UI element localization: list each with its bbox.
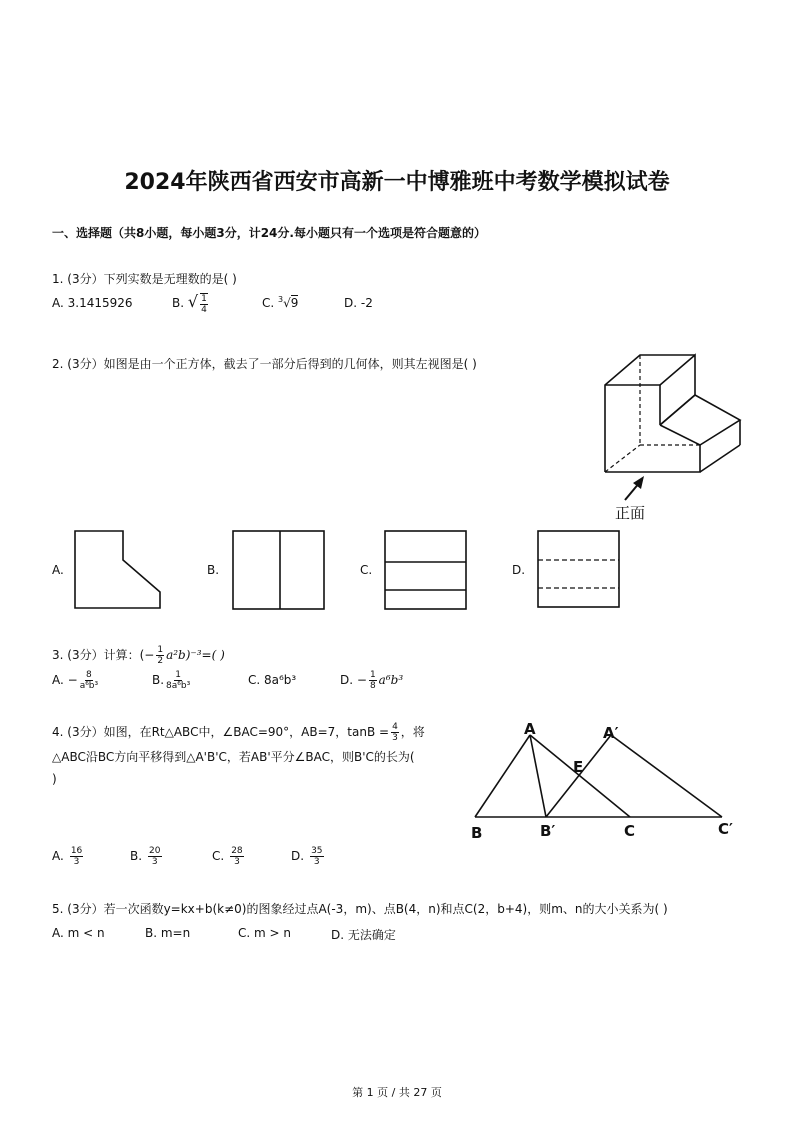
q5-option-a: A. m < n [52, 926, 105, 940]
q1-option-d: D. -2 [344, 296, 373, 310]
fraction-numerator: 1 [369, 670, 376, 680]
q5-option-d: D. 无法确定 [331, 928, 396, 942]
fraction-numerator: 1 [157, 645, 164, 655]
question-3-stem [52, 645, 225, 666]
fraction-denominator: 3 [73, 857, 80, 867]
front-view-label: 正面 [615, 504, 646, 522]
page-footer: 第 1 页 / 共 27 页 [352, 1086, 442, 1099]
q3-option-b-fraction [166, 670, 190, 691]
question-1-stem: 1. (3分）下列实数是无理数的是( ) [52, 272, 237, 286]
q1-option-b-fraction [200, 293, 208, 315]
q3-stem-tail: a²b)⁻³=( ) [166, 648, 225, 662]
fraction-denominator: 8a⁶b³ [166, 681, 191, 691]
q2-option-c-figure [384, 530, 468, 610]
fraction-numerator: 4 [392, 722, 398, 732]
radical-sign: √ [187, 292, 199, 311]
fraction-denominator: 8 [369, 681, 376, 691]
q2-option-c-label: C. [360, 563, 373, 577]
q4-option-c-fraction [230, 846, 243, 867]
q1-option-a: A. 3.1415926 [52, 296, 133, 310]
q3-option-d-tail: a⁶b³ [378, 673, 404, 687]
q2-option-b-label: B. [207, 563, 220, 577]
fraction-denominator: 2 [157, 656, 164, 666]
question-4-line-2: △ABC沿BC方向平移得到△A'B'C，若AB'平分∠BAC，则B'C的长为( [52, 750, 415, 764]
vertex-label-c-prime: C′ [718, 820, 733, 838]
q4-option-c [212, 846, 246, 867]
q4-option-a [52, 846, 85, 867]
q1-option-c-label: C. [262, 296, 275, 310]
q1-option-b-label: B. [172, 296, 185, 310]
vertex-label-b-prime: B′ [540, 822, 556, 840]
question-4-line-3: ) [52, 772, 57, 786]
question-2-stem: 2. (3分）如图是由一个正方体，截去了一部分后得到的几何体，则其左视图是( ) [52, 357, 477, 371]
q4-option-d-fraction [310, 846, 323, 867]
q3-option-d-fraction [369, 670, 377, 691]
q4-option-d-label: D. [291, 849, 305, 863]
q4-option-d [291, 846, 326, 867]
q4-line-1-text: 4. (3分）如图，在Rt△ABC中，∠BAC=90°，AB=7，tanB = [52, 725, 390, 739]
q3-stem-prefix: 3. (3分）计算：(− [52, 648, 155, 662]
fraction-numerator: 28 [231, 846, 243, 856]
fraction-numerator: 20 [149, 846, 161, 856]
q4-tan-fraction [391, 722, 399, 743]
q2-option-d-label: D. [512, 563, 526, 577]
q2-solid-figure [600, 350, 750, 525]
fraction-denominator: a⁶b³ [79, 681, 99, 691]
root-index: 3 [278, 295, 284, 304]
fraction-numerator: 1 [201, 293, 207, 304]
q4-option-a-fraction [70, 846, 83, 867]
point-label-e: E [573, 758, 584, 776]
fraction-denominator: 3 [151, 857, 158, 867]
fraction-denominator: 3 [313, 857, 320, 867]
q4-triangle-figure [470, 720, 750, 845]
vertex-label-b: B [471, 824, 483, 842]
fraction-denominator: 4 [201, 304, 207, 315]
q3-option-d-label: D. − [340, 673, 367, 687]
question-5-stem: 5. (3分）若一次函数y=kx+b(k≠0)的图象经过点A(-3，m)、点B(4，n)和点C(2，b+4)，则m、n的大小关系为( ) [52, 902, 668, 916]
q1-option-b [172, 292, 210, 315]
q3-option-d [340, 670, 403, 691]
radical-sign: √ [283, 296, 291, 310]
q4-line-1-end: ，将 [400, 725, 425, 739]
q2-option-d-figure [537, 530, 621, 610]
section-heading: 一、选择题（共8小题，每小题3分，计24分.每小题只有一个选项是符合题意的） [52, 226, 486, 240]
q3-option-a-fraction [80, 670, 98, 691]
page-title: 2024年陕西省西安市高新一中博雅班中考数学模拟试卷 [124, 170, 670, 195]
fraction-numerator: 35 [311, 846, 323, 856]
fraction-denominator: 3 [392, 733, 398, 743]
q4-option-a-label: A. [52, 849, 64, 863]
q3-option-a [52, 670, 100, 691]
q3-option-b-label: B. [152, 673, 165, 687]
vertex-label-a-prime: A′ [603, 724, 619, 742]
q3-option-b [152, 670, 192, 691]
q4-option-b [130, 846, 164, 867]
fraction-numerator: 8 [86, 670, 92, 680]
q3-stem-fraction [156, 645, 164, 666]
q2-option-a-figure [74, 530, 164, 610]
q4-option-b-label: B. [130, 849, 143, 863]
radicand: 9 [290, 296, 299, 310]
fraction-numerator: 16 [70, 846, 83, 856]
q2-option-b-figure [232, 530, 326, 610]
q3-option-a-label: A. − [52, 673, 78, 687]
fraction-numerator: 1 [175, 670, 181, 680]
q2-option-a-label: A. [52, 563, 64, 577]
q5-option-b: B. m=n [145, 926, 191, 940]
fraction-denominator: 3 [234, 857, 240, 867]
q4-option-b-fraction [148, 846, 161, 867]
q5-option-c: C. m > n [238, 926, 291, 940]
question-4-line-1 [52, 722, 425, 743]
q4-option-c-label: C. [212, 849, 225, 863]
q3-option-c: C. 8a⁶b³ [248, 673, 297, 687]
vertex-label-a: A [524, 720, 536, 738]
q1-option-c [262, 295, 298, 310]
vertex-label-c: C [624, 822, 636, 840]
